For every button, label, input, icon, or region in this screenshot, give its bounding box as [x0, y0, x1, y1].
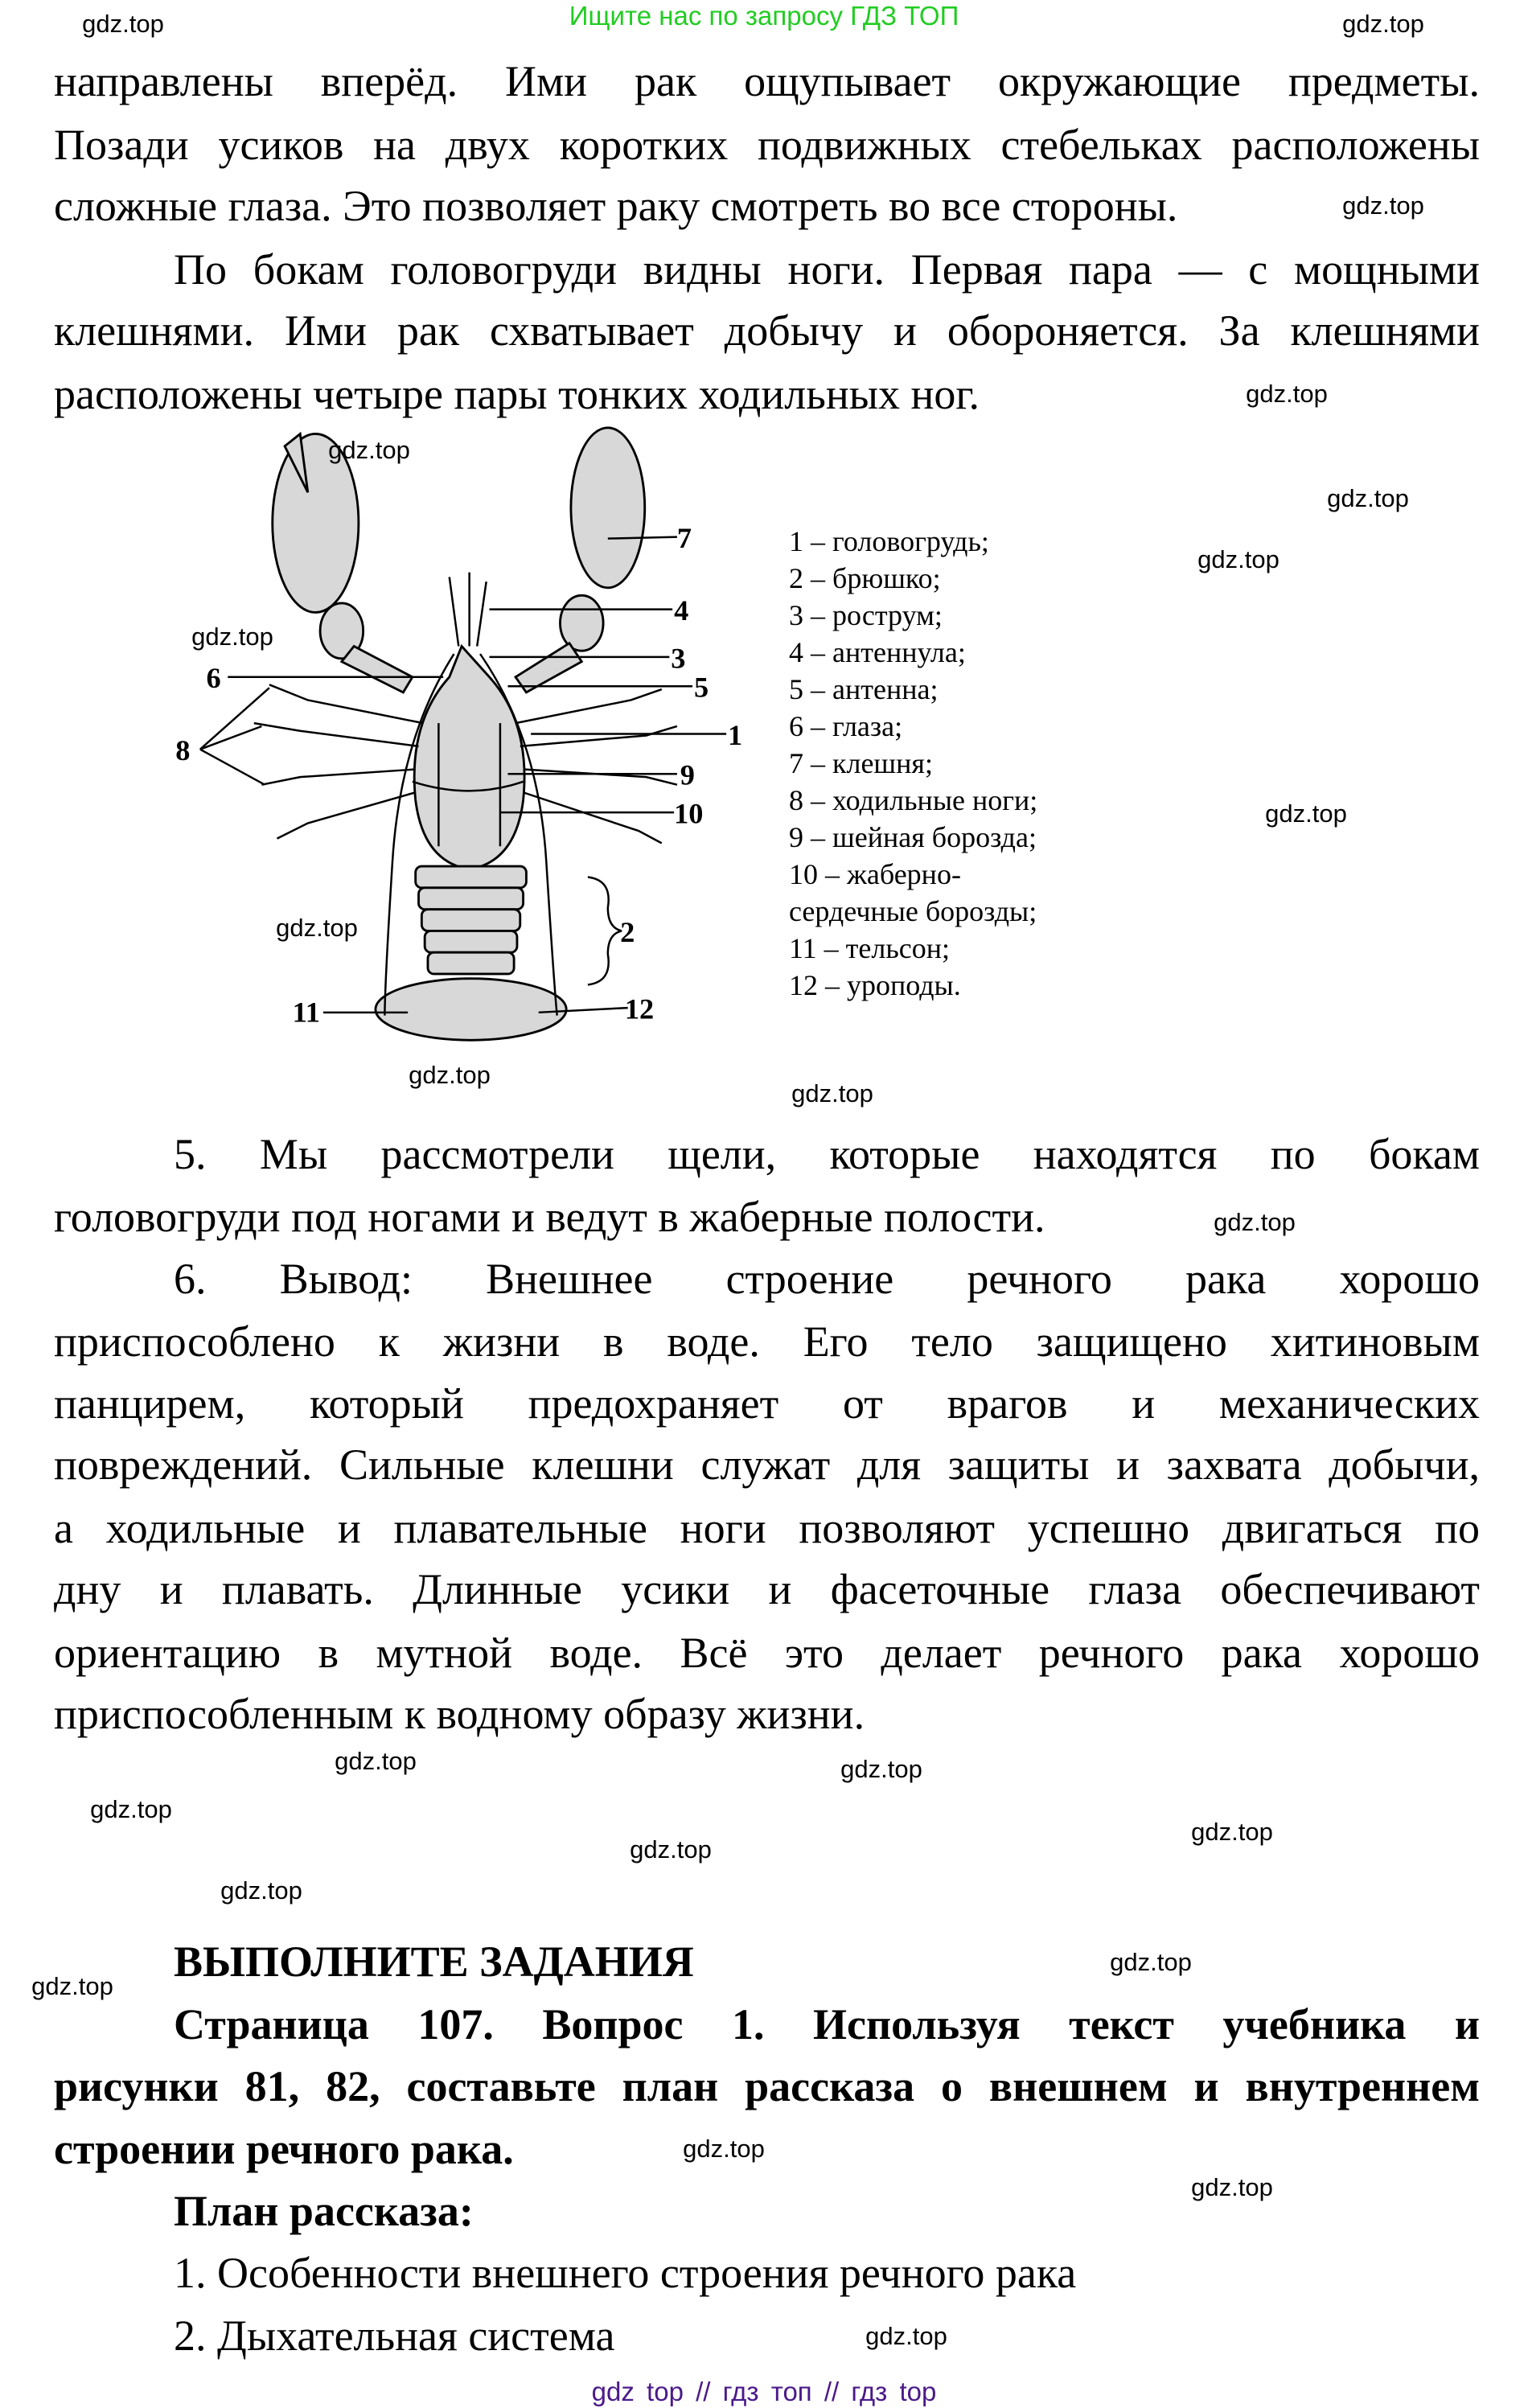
watermark: gdz.top [220, 1876, 302, 1905]
abdomen-segment [425, 931, 517, 952]
watermark: gdz.top [840, 1755, 922, 1783]
antennules [450, 573, 487, 647]
figure-label: 1 [728, 718, 743, 751]
watermark: gdz.top [191, 623, 273, 651]
figure-label: 9 [680, 758, 695, 791]
text-line: По бокам головогруди видны ноги. Первая пара — с мощными [174, 245, 1480, 294]
text-line: сложные глаза. Это позволяет раку смотреть во все стороны. [54, 182, 1178, 230]
watermark: gdz.top [82, 10, 164, 38]
watermark: gdz.top [791, 1079, 873, 1107]
tail-fan [376, 979, 566, 1041]
right-walking-legs [515, 689, 677, 843]
question-line: рисунки 81, 82, составьте план рассказа о внешнем и внутреннем [54, 2062, 1480, 2110]
section-heading: ВЫПОЛНИТЕ ЗАДАНИЯ [174, 1937, 694, 1986]
legend-item: 8 – ходильные ноги; [789, 784, 1038, 816]
figure-label: 3 [671, 642, 686, 675]
text-line: 5. Мы рассмотрели щели, которые находятся по бокам [174, 1130, 1480, 1178]
watermark: gdz.top [90, 1795, 172, 1823]
text-line: Позади усиков на двух коротких подвижных стебельках расположены [54, 121, 1480, 169]
watermark: gdz.top [1191, 1818, 1273, 1846]
search-banner: Ищите нас по запросу ГДЗ ТОП [569, 1, 959, 31]
legend-item: 10 – жаберно- [789, 858, 961, 890]
text-line: приспособлено к жизни в воде. Его тело защищено хитиновым [54, 1317, 1480, 1366]
figure-label: 4 [674, 594, 689, 627]
right-claw-arm [515, 643, 581, 692]
watermark: gdz.top [276, 914, 358, 942]
watermark: gdz.top [1342, 191, 1424, 220]
text-line: направлены вперёд. Ими рак ощупывает окружающие предметы. [54, 57, 1480, 105]
text-line: клешнями. Ими рак схватывает добычу и обороняется. За клешнями [54, 306, 1480, 355]
text-line: панцирем, который предохраняет от врагов и механических [54, 1379, 1480, 1428]
figure-legend [789, 523, 1037, 1004]
text-line: расположены четыре пары тонких ходильных ног. [54, 370, 980, 418]
text-line: 6. Вывод: Внешнее строение речного рака хорошо [174, 1255, 1480, 1303]
text-line: повреждений. Сильные клешни служат для защиты и захвата добычи, [54, 1440, 1480, 1489]
question-line: Страница 107. Вопрос 1. Используя текст учебника и [174, 2000, 1480, 2048]
watermark: gdz.top [409, 1061, 491, 1089]
figure-label: 2 [620, 915, 635, 948]
watermark: gdz.top [1327, 484, 1409, 512]
abdomen-segment [421, 910, 520, 931]
legend-item: 9 – шейная борозда; [789, 821, 1037, 853]
plan-title: План рассказа: [174, 2187, 474, 2235]
figure-label: 11 [292, 996, 320, 1029]
legend-item: 3 – рострум; [789, 599, 943, 631]
footer-links[interactable]: gdz top // гдз топ // гдз top [591, 2377, 937, 2406]
figure-label: 7 [676, 522, 692, 555]
figure-label: 6 [206, 662, 221, 695]
abdomen-segment [419, 888, 524, 910]
watermark: gdz.top [630, 1835, 712, 1864]
legend-item: сердечные борозды; [789, 895, 1037, 927]
text-line: головогруди под ногами и ведут в жаберные полости. [54, 1193, 1045, 1241]
watermark: gdz.top [1342, 10, 1424, 38]
plan-item: 1. Особенности внешнего строения речного рака [174, 2249, 1077, 2297]
figure-label: 5 [693, 671, 709, 704]
figure-label: 12 [624, 992, 655, 1025]
watermark: gdz.top [865, 2322, 947, 2350]
watermark: gdz.top [31, 1972, 113, 2000]
question-line: строении речного рака. [54, 2125, 514, 2173]
watermark: gdz.top [1246, 380, 1328, 408]
legend-item: 7 – клешня; [789, 747, 933, 779]
text-line: дну и плавать. Длинные усики и фасеточные глаза обеспечивают [54, 1565, 1480, 1613]
legend-item: 2 – брюшко; [789, 562, 941, 594]
legend-item: 12 – уроподы. [789, 969, 961, 1001]
legend-item: 11 – тельсон; [789, 932, 951, 964]
legend-item: 5 – антенна; [789, 673, 939, 705]
abdomen-segment [428, 952, 514, 974]
right-claw-joint [561, 595, 604, 651]
cephalothorax [414, 647, 524, 869]
figure-label: 10 [674, 797, 704, 830]
legend-item: 1 – головогрудь; [789, 525, 989, 557]
left-claw-arm [342, 647, 413, 692]
text-line: а ходильные и плавательные ноги позволяют успешно двигаться по [54, 1504, 1480, 1552]
abdomen-segment [416, 866, 527, 888]
watermark: gdz.top [1214, 1208, 1296, 1236]
legend-item: 4 – антеннула; [789, 636, 966, 668]
watermark: gdz.top [1197, 545, 1279, 573]
right-claw [571, 428, 645, 588]
plan-item: 2. Дыхательная система [174, 2311, 615, 2360]
figure-label: 8 [175, 734, 191, 767]
legend-item: 6 – глаза; [789, 710, 903, 742]
watermark: gdz.top [1265, 799, 1347, 828]
abdomen-brace [588, 877, 622, 984]
watermark: gdz.top [335, 1747, 417, 1775]
text-line: приспособленным к водному образу жизни. [54, 1690, 865, 1738]
watermark: gdz.top [328, 436, 410, 464]
watermark: gdz.top [683, 2135, 765, 2163]
watermark: gdz.top [1110, 1948, 1192, 1976]
text-line: ориентацию в мутной воде. Всё это делает речного рака хорошо [54, 1629, 1480, 1677]
watermark: gdz.top [1191, 2173, 1273, 2201]
